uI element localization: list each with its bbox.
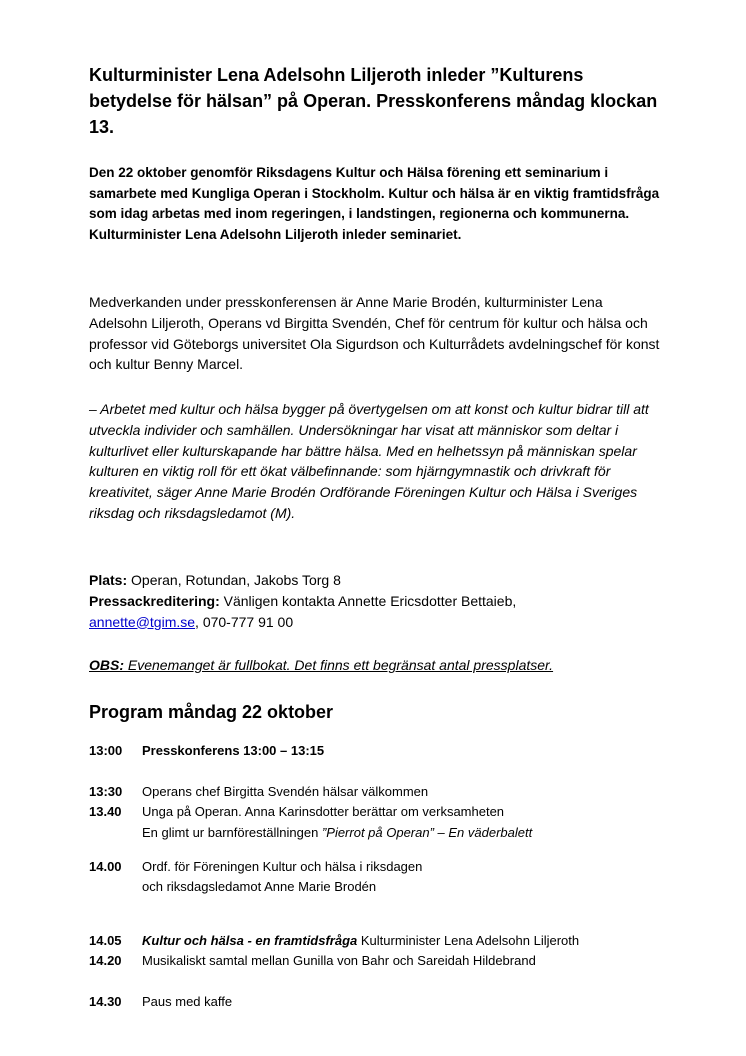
program-text: Kultur och hälsa - en framtidsfråga Kulturminister Lena Adelsohn Liljeroth	[142, 933, 580, 948]
program-time: 13:30	[89, 784, 123, 799]
program-text: Unga på Operan. Anna Karinsdotter berättar om verksamheten	[142, 804, 505, 820]
program-item-continuation: och riksdagsledamot Anne Marie Brodén	[142, 879, 377, 895]
place-value: Operan, Rotundan, Jakobs Torg 8	[127, 572, 341, 588]
accreditation-label: Pressackreditering:	[89, 592, 220, 609]
place-row	[89, 570, 664, 591]
accreditation-row	[89, 591, 664, 612]
press-release-title: Kulturminister Lena Adelsohn Liljeroth inleder ”Kulturens betydelse för hälsan” på Operan. Presskonferens måndag klockan 13.	[89, 65, 658, 137]
program-time: 14.00	[89, 859, 122, 874]
program-text: Operans chef Birgitta Svendén hälsar välkommen	[142, 784, 429, 799]
lead-paragraph: Den 22 oktober genomför Riksdagens Kultur och Hälsa förening ett seminarium i samarbete med Kungliga Operan i Stockholm. Kultur och hälsa är en viktig framtidsfråga som idag arbetas med inom regeringen, i landstingen, regionerna och kommunerna. Kulturminister Lena Adelsohn Liljeroth inleder seminariet.	[89, 165, 660, 242]
program-item	[89, 741, 689, 761]
phone-number: , 070-777 91 00	[195, 613, 294, 630]
quote-paragraph: – Arbetet med kultur och hälsa bygger på övertygelsen om att konst och kultur bidrar till att utveckla individer och samhällen. Undersökningar har visat att människor som deltar i kulturlivet eller kulturskapande har bättre hälsa. Med en helhetssyn på människan spelar kulturen en viktig roll för ett ökat välbefinnande: som hjärngymnastik och drivkraft för kreativitet, säger Anne Marie Brodén Ordförande Föreningen Kultur och Hälsa i Sveriges riksdag och riksdagsledamot (M).	[89, 401, 649, 521]
email-link[interactable]: annette@tgim.se	[89, 613, 196, 630]
program-item	[89, 931, 689, 951]
program-item	[89, 802, 689, 822]
place-label: Plats:	[89, 572, 128, 588]
program-list-1	[89, 741, 689, 761]
obs-label: OBS:	[89, 657, 124, 673]
program-list-5	[89, 992, 689, 1012]
program-item-continuation: En glimt ur barnföreställningen ”Pierrot på Operan” – En väderbalett	[142, 824, 533, 840]
program-list-4	[89, 931, 689, 972]
event-info	[89, 570, 664, 632]
program-text: Paus med kaffe	[142, 994, 233, 1009]
participants-paragraph: Medverkanden under presskonferensen är Anne Marie Brodén, kulturminister Lena Adelsohn Liljeroth, Operans vd Birgitta Svendén, Chef för centrum för kultur och hälsa och professor vid Göteborgs universitet Ola Sigurdson och Kulturrådets avdelningschef för konst och kultur Benny Marcel.	[89, 294, 660, 373]
program-title: Program måndag 22 oktober	[89, 702, 334, 722]
program-text: Presskonferens 13:00 – 13:15	[142, 743, 325, 758]
contact-row	[89, 612, 664, 633]
program-text: Ordf. för Föreningen Kultur och hälsa i riksdagen	[142, 859, 423, 874]
program-list-2	[89, 782, 689, 843]
program-time: 13:00	[89, 743, 123, 758]
accreditation-value: Vänligen kontakta Annette Ericsdotter Bettaieb,	[219, 592, 517, 609]
program-text: Musikaliskt samtal mellan Gunilla von Bahr och Sareidah Hildebrand	[142, 953, 536, 969]
program-list-3	[89, 857, 689, 898]
program-time: 13.40	[89, 804, 122, 820]
program-time: 14.30	[89, 994, 122, 1009]
obs-text: Evenemanget är fullbokat. Det finns ett begränsat antal pressplatser.	[124, 657, 554, 673]
program-item	[89, 782, 689, 802]
program-time: 14.05	[89, 933, 122, 948]
program-time: 14.20	[89, 953, 122, 969]
obs-notice	[89, 655, 664, 676]
program-item	[89, 857, 689, 877]
program-item	[89, 951, 689, 971]
program-item	[89, 992, 689, 1012]
